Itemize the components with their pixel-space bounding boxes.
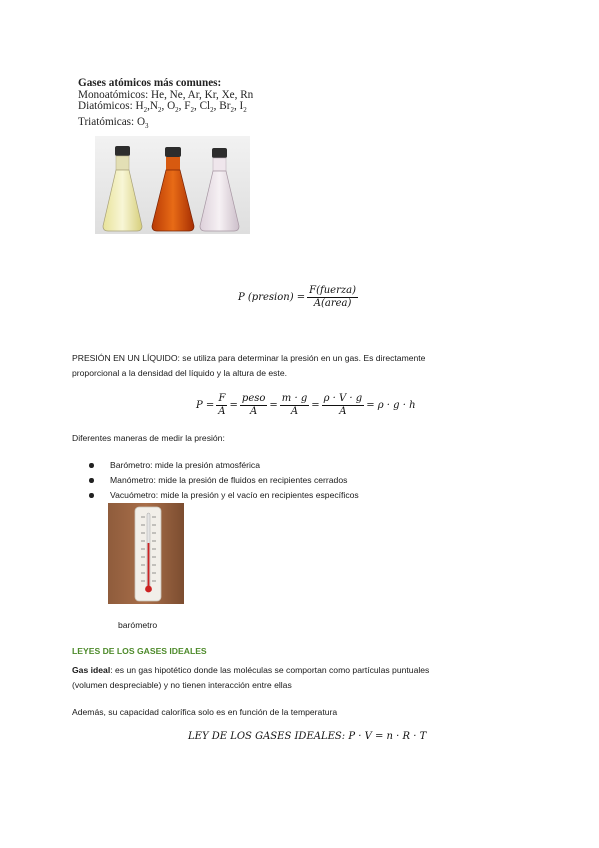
formula1-numerator: F(fuerza) — [309, 285, 356, 296]
tri-label: Triatómicas: — [78, 115, 135, 128]
liquid-line-2: proporcional a la densidad del líquido y la altura de este. — [72, 368, 287, 378]
liquid-pressure-paragraph — [72, 351, 542, 381]
law-label: LEY DE LOS GASES IDEALES: — [188, 731, 346, 742]
frac3-num: m · g — [281, 393, 308, 404]
barometer-image — [108, 503, 184, 604]
gas-list-mono: Monoatómicos: He, Ne, Ar, Kr, Xe, Rn — [78, 88, 254, 101]
formula1-denominator: A(area) — [313, 298, 352, 309]
eq-sign-3: = — [311, 400, 320, 411]
pressure-formula — [238, 285, 360, 310]
formula1-fraction — [307, 285, 358, 310]
frac2-num: peso — [241, 393, 266, 404]
barometer-caption: barómetro — [118, 620, 158, 630]
bullet-icon — [89, 463, 94, 468]
instrument-vacuometer: Vacuómetro: mide la presión y el vacío en recipientes específicos — [110, 490, 359, 500]
bullet-icon — [89, 493, 94, 498]
flasks-image — [95, 136, 250, 234]
dia-label: Diatómicos: — [78, 100, 133, 112]
ideal-def-1: : es un gas hipotético donde las moléculas se comportan como partículas puntuales — [110, 665, 430, 675]
formula1-lhs: P (presion) = — [238, 292, 306, 303]
instrument-barometer: Barómetro: mide la presión atmosférica — [110, 460, 260, 470]
liquid-pressure-formula — [196, 393, 416, 418]
eq-sign-1: = — [229, 400, 238, 411]
formula2-p: P = — [196, 400, 215, 411]
formula2-tail: = ρ · g · h — [366, 400, 416, 411]
frac1-num: F — [218, 393, 226, 404]
instrument-manometer: Manómetro: mide la presión de fluidos en recipientes cerrados — [110, 475, 348, 485]
list-item — [89, 458, 529, 473]
ideal-gas-law — [188, 731, 426, 742]
gas-list-tri: Triatómicas: $O_3$ — [78, 115, 149, 130]
heat-capacity-line: Además, su capacidad calorífica solo es en función de la temperatura — [72, 707, 338, 717]
bullet-icon — [89, 478, 94, 483]
gas-list-dia: Diatómicos: $H_2,N_2$, $O_2$, $F_2$, $Cl_2$, $Br_2$, $I_2$ — [78, 100, 247, 115]
formula2-frac-2 — [240, 393, 267, 418]
list-item — [89, 473, 529, 488]
law-expression: P · V = n · R · T — [348, 731, 427, 742]
frac4-den: A — [339, 406, 347, 417]
list-item — [89, 488, 529, 503]
liquid-line-1: PRESIÓN EN UN LÍQUIDO: se utiliza para determinar la presión en un gas. Es directamente — [72, 353, 426, 363]
frac4-num: ρ · V · g — [323, 393, 363, 404]
formula2-frac-3 — [280, 393, 309, 418]
frac2-den: A — [250, 406, 258, 417]
gas-list — [78, 78, 253, 132]
ways-title: Diferentes maneras de medir la presión: — [72, 433, 225, 443]
ideal-term: Gas ideal — [72, 665, 111, 675]
instruments-list — [89, 458, 529, 503]
frac1-den: A — [218, 406, 226, 417]
formula2-frac-1 — [216, 393, 227, 418]
frac3-den: A — [290, 406, 299, 417]
ideal-line-1 — [72, 663, 542, 678]
gas-list-title: Gases atómicos más comunes: — [78, 77, 222, 89]
ideal-gas-paragraph — [72, 663, 542, 693]
section-title: LEYES DE LOS GASES IDEALES — [72, 646, 207, 656]
eq-sign-2: = — [269, 400, 278, 411]
formula2-frac-4 — [322, 393, 365, 418]
ideal-def-2: (volumen despreciable) y no tienen interacción entre ellas — [72, 680, 292, 690]
